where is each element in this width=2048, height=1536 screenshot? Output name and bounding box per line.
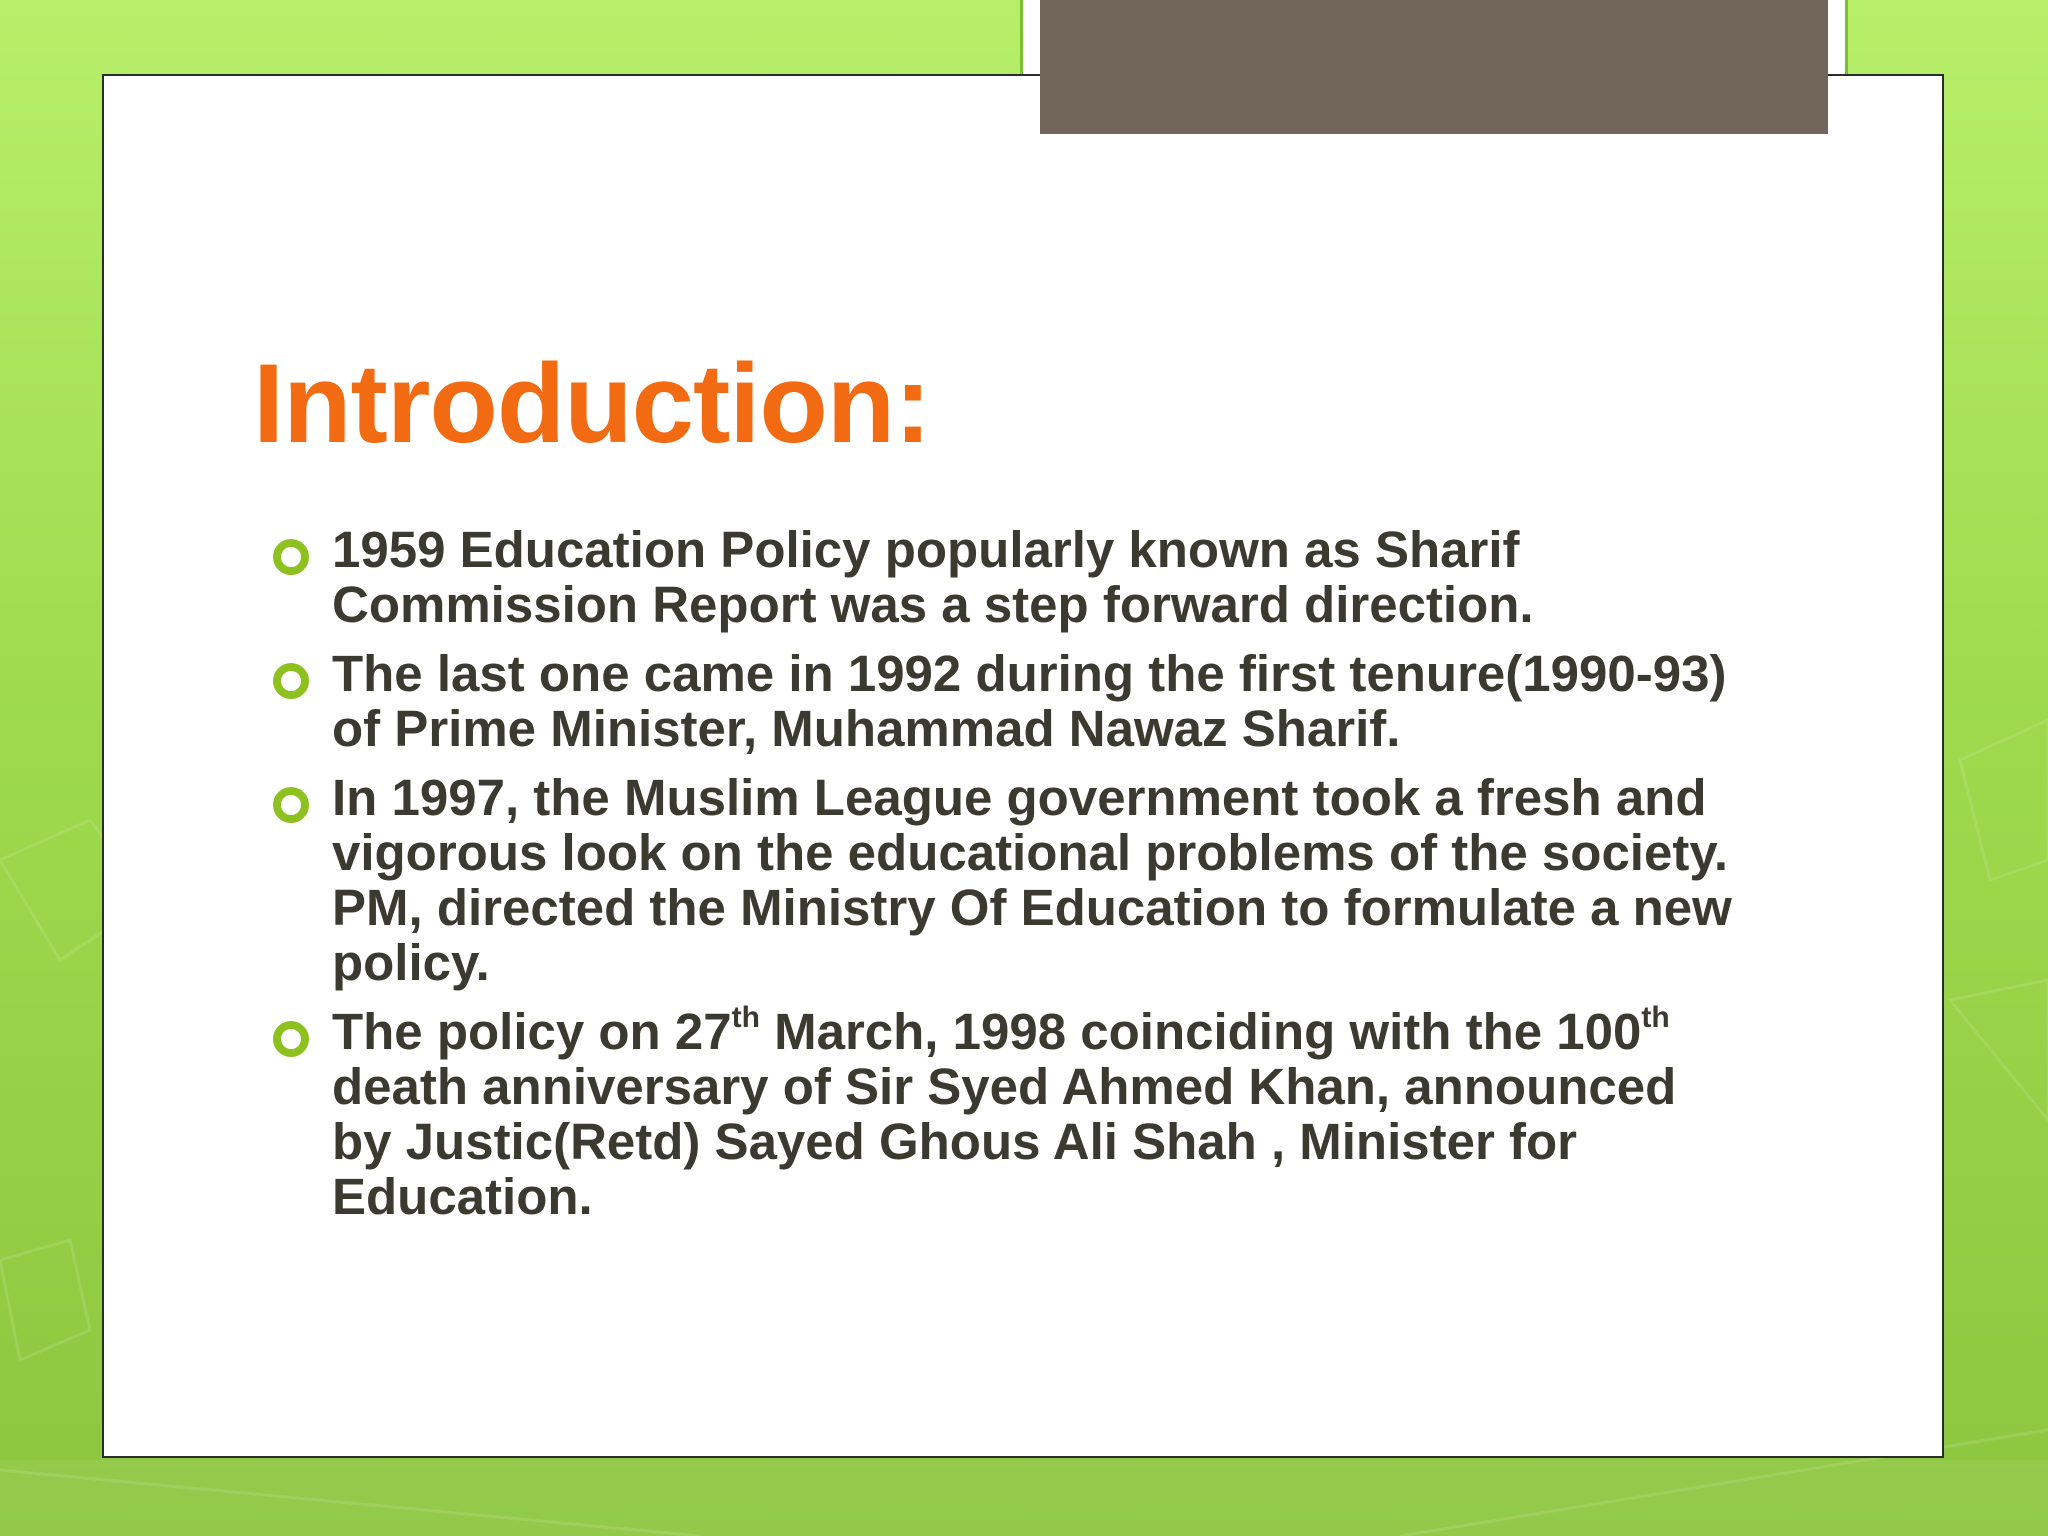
bullet-text <box>332 521 1534 633</box>
bullet-item <box>270 770 1740 990</box>
bullet-item <box>270 1001 1740 1225</box>
bullet-text <box>332 1003 1676 1225</box>
bullet-text-segment: In 1997, the Muslim League government took a fresh and vigorous look on the educational problems of the society. PM, directed the Ministry Of Education to formulate a new policy. <box>332 769 1732 991</box>
bullet-text-segment: 1959 Education Policy popularly known as Sharif Commission Report was a step forward direction. <box>332 521 1534 633</box>
bullet-text-segment: March, 1998 coinciding with the 100 <box>759 1003 1642 1060</box>
bullet-item <box>270 646 1740 756</box>
bullet-text-segment: death anniversary of Sir Syed Ahmed Khan, announced by Justic(Retd) Sayed Ghous Ali Shah , Minister for Education. <box>332 1058 1677 1225</box>
ring-bullet-icon <box>273 1021 309 1057</box>
ring-bullet-icon <box>273 663 309 699</box>
ordinal-suffix: th <box>731 1001 760 1034</box>
title-tab-block <box>1040 0 1828 134</box>
ring-bullet-icon <box>273 539 309 575</box>
ordinal-suffix: th <box>1641 1001 1670 1034</box>
bullet-text <box>332 645 1726 757</box>
slide-title: Introduction: <box>253 341 931 466</box>
bullet-text <box>332 769 1732 991</box>
bullet-item <box>270 522 1740 632</box>
bullet-text-segment: The policy on 27 <box>332 1003 732 1060</box>
ring-bullet-icon <box>273 787 309 823</box>
bullet-text-segment: The last one came in 1992 during the first tenure(1990-93) of Prime Minister, Muhammad Nawaz Sharif. <box>332 645 1727 757</box>
bullet-list <box>270 522 1740 1238</box>
